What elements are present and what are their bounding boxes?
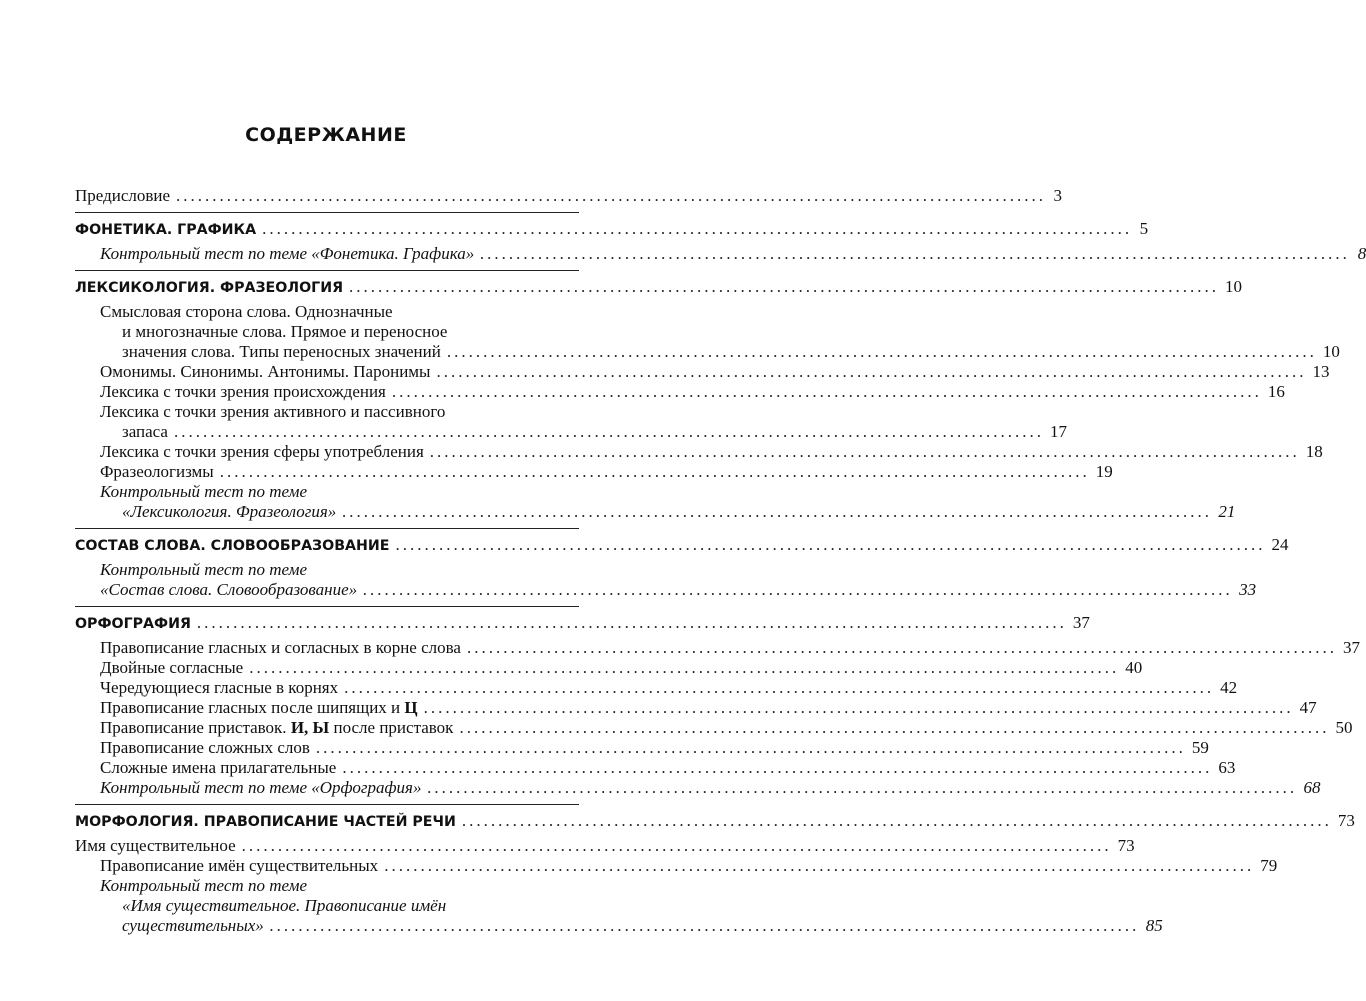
toc-entry-root-spelling[interactable] xyxy=(75,638,1360,658)
toc-entry-page: 73 xyxy=(1117,836,1135,855)
toc-entry-line: «Имя существительное. Правописание имён xyxy=(122,896,447,915)
toc-entry-page: 37 xyxy=(1072,613,1090,632)
toc-section-word-formation[interactable] xyxy=(75,535,1289,556)
toc-entry-compound-adjectives[interactable] xyxy=(75,758,1236,778)
toc-entry-label: Чередующиеся гласные в корнях xyxy=(100,678,339,697)
toc-entry-homonyms[interactable] xyxy=(75,362,1330,382)
toc-entry-page: 37 xyxy=(1342,638,1360,657)
toc-entry-page: 33 xyxy=(1239,580,1257,599)
toc-entry-page: 24 xyxy=(1271,535,1289,554)
toc-entry-page: 40 xyxy=(1125,658,1143,677)
section-divider xyxy=(75,270,579,271)
toc-entry-page: 79 xyxy=(1260,856,1278,875)
toc-entry-line: Смысловая сторона слова. Однозначные xyxy=(100,302,393,321)
toc-entry-page: 10 xyxy=(1322,342,1340,361)
toc-entry-page: 17 xyxy=(1049,422,1067,441)
toc-section-orthography[interactable] xyxy=(75,613,1090,634)
toc-entry-usage-sphere[interactable] xyxy=(75,442,1323,462)
dot-leader: ........................................................................................................................ xyxy=(269,916,1140,935)
toc-entry-page: 10 xyxy=(1225,277,1242,296)
toc-entry-page: 73 xyxy=(1337,811,1355,830)
toc-entry-label: Контрольный тест по теме «Орфография» xyxy=(100,778,422,797)
dot-leader: ........................................................................................................................ xyxy=(342,758,1213,777)
toc-entry-noun-spelling[interactable] xyxy=(75,856,1278,876)
toc-entry-label: Двойные согласные xyxy=(100,658,244,677)
dot-leader: ........................................................................................................................ xyxy=(427,778,1298,797)
toc-entry-page: 42 xyxy=(1220,678,1238,697)
toc-entry-label: «Состав слова. Словообразование» xyxy=(100,580,358,599)
toc-entry-label: Контрольный тест по теме «Фонетика. Графика» xyxy=(100,244,475,263)
toc-entry-page: 3 xyxy=(1053,186,1063,205)
toc-entry-phraseologisms[interactable] xyxy=(75,462,1113,482)
toc-entry-page: 13 xyxy=(1312,362,1330,381)
toc-entry-page: 18 xyxy=(1305,442,1323,461)
toc-entry-page: 5 xyxy=(1139,219,1149,238)
toc-section-phonetics[interactable] xyxy=(75,219,1149,240)
toc-section-label: СОСТАВ СЛОВА. СЛОВООБРАЗОВАНИЕ xyxy=(75,538,390,554)
dot-leader: ........................................................................................................................ xyxy=(262,219,1133,238)
toc-entry-page: 21 xyxy=(1218,502,1236,521)
toc-entry-page: 63 xyxy=(1218,758,1236,777)
dot-leader: ........................................................................................................................ xyxy=(342,502,1213,521)
toc-entry-label: Омонимы. Синонимы. Антонимы. Паронимы xyxy=(100,362,431,381)
toc-entry-label: Сложные имена прилагательные xyxy=(100,758,337,777)
toc-entry-line: Лексика с точки зрения активного и пассивного xyxy=(100,402,446,421)
toc-entry-label: Правописание приставок. И, Ы после приставок xyxy=(100,718,454,737)
dot-leader: ........................................................................................................................ xyxy=(315,738,1186,757)
toc-entry-page: 59 xyxy=(1191,738,1209,757)
toc-entry-page: 50 xyxy=(1335,718,1353,737)
dot-leader: ........................................................................................................................ xyxy=(344,678,1215,697)
toc-entry-noun[interactable] xyxy=(75,836,1135,856)
toc-entry-prefixes[interactable] xyxy=(75,718,1353,738)
dot-leader: ........................................................................................................................ xyxy=(480,244,1351,263)
toc-entry-test-word-formation[interactable] xyxy=(75,560,1257,600)
dot-leader: ........................................................................................................................ xyxy=(461,811,1332,830)
dot-leader: ........................................................................................................................ xyxy=(423,698,1294,717)
dot-leader: ........................................................................................................................ xyxy=(466,638,1337,657)
toc-entry-label: Правописание гласных после шипящих и Ц xyxy=(100,698,418,717)
toc-entry-page: 85 xyxy=(1145,916,1163,935)
dot-leader: ........................................................................................................................ xyxy=(196,613,1067,632)
dot-leader: ........................................................................................................................ xyxy=(349,277,1219,296)
dot-leader: ........................................................................................................................ xyxy=(429,442,1300,461)
toc-section-morphology[interactable] xyxy=(75,811,1355,832)
dot-leader: ........................................................................................................................ xyxy=(384,856,1255,875)
section-divider xyxy=(75,212,579,213)
toc-entry-double-consonants[interactable] xyxy=(75,658,1143,678)
toc-entry-page: 47 xyxy=(1299,698,1317,717)
toc-entry-test-lexicology[interactable] xyxy=(75,482,1236,522)
dot-leader: ........................................................................................................................ xyxy=(363,580,1234,599)
toc-entry-label: Лексика с точки зрения сферы употребления xyxy=(100,442,424,461)
toc-section-label: ЛЕКСИКОЛОГИЯ. ФРАЗЕОЛОГИЯ xyxy=(75,280,343,296)
dot-leader: ........................................................................................................................ xyxy=(176,186,1047,205)
toc-entry-page: 19 xyxy=(1095,462,1113,481)
toc-entry-origin[interactable] xyxy=(75,382,1285,402)
toc-entry-semantics[interactable] xyxy=(75,302,1340,362)
page-title: СОДЕРЖАНИЕ xyxy=(245,124,407,146)
toc-entry-label: Фразеологизмы xyxy=(100,462,214,481)
toc-entry-line: и многозначные слова. Прямое и переносное xyxy=(122,322,448,341)
toc-section-label: ОРФОГРАФИЯ xyxy=(75,616,191,632)
toc-entry-label: существительных» xyxy=(122,916,264,935)
toc-entry-vowels-after-sibilants[interactable] xyxy=(75,698,1317,718)
dot-leader: ........................................................................................................................ xyxy=(241,836,1112,855)
toc-entry-alternating-vowels[interactable] xyxy=(75,678,1238,698)
toc-entry-compound-words[interactable] xyxy=(75,738,1209,758)
dot-leader: ........................................................................................................................ xyxy=(395,535,1266,554)
section-divider xyxy=(75,528,579,529)
toc-entry-line: Контрольный тест по теме xyxy=(100,482,307,501)
toc-entry-label: Правописание имён существительных xyxy=(100,856,379,875)
dot-leader: ........................................................................................................................ xyxy=(173,422,1044,441)
toc-entry-page: 8 xyxy=(1357,244,1366,263)
toc-entry-label: Предисловие xyxy=(75,186,171,205)
toc-section-label: ФОНЕТИКА. ГРАФИКА xyxy=(75,222,257,238)
table-of-contents xyxy=(75,186,1366,936)
toc-entry-label: запаса xyxy=(122,422,168,441)
toc-entry-page: 16 xyxy=(1267,382,1285,401)
toc-entry-test-noun[interactable] xyxy=(75,876,1163,936)
dot-leader: ........................................................................................................................ xyxy=(459,718,1330,737)
dot-leader: ........................................................................................................................ xyxy=(446,342,1317,361)
toc-entry-label: Правописание гласных и согласных в корне слова xyxy=(100,638,461,657)
dot-leader: ........................................................................................................................ xyxy=(249,658,1120,677)
dot-leader: ........................................................................................................................ xyxy=(391,382,1262,401)
section-divider xyxy=(75,606,579,607)
toc-section-lexicology[interactable] xyxy=(75,277,1242,298)
toc-entry-line: Контрольный тест по теме xyxy=(100,560,307,579)
toc-entry-label: «Лексикология. Фразеология» xyxy=(122,502,337,521)
toc-entry-label: значения слова. Типы переносных значений xyxy=(122,342,441,361)
dot-leader: ........................................................................................................................ xyxy=(436,362,1307,381)
toc-entry-active-passive[interactable] xyxy=(75,402,1067,442)
dot-leader: ........................................................................................................................ xyxy=(219,462,1090,481)
toc-entry-page: 68 xyxy=(1303,778,1321,797)
toc-entry-line: Контрольный тест по теме xyxy=(100,876,307,895)
toc-entry-test-phonetics[interactable] xyxy=(75,244,1366,264)
toc-entry-label: Имя существительное xyxy=(75,836,236,855)
toc-entry-preface[interactable] xyxy=(75,186,1063,206)
toc-section-label: МОРФОЛОГИЯ. ПРАВОПИСАНИЕ ЧАСТЕЙ РЕЧИ xyxy=(75,814,456,830)
toc-entry-label: Лексика с точки зрения происхождения xyxy=(100,382,386,401)
section-divider xyxy=(75,804,579,805)
toc-entry-label: Правописание сложных слов xyxy=(100,738,310,757)
toc-entry-test-orthography[interactable] xyxy=(75,778,1321,798)
